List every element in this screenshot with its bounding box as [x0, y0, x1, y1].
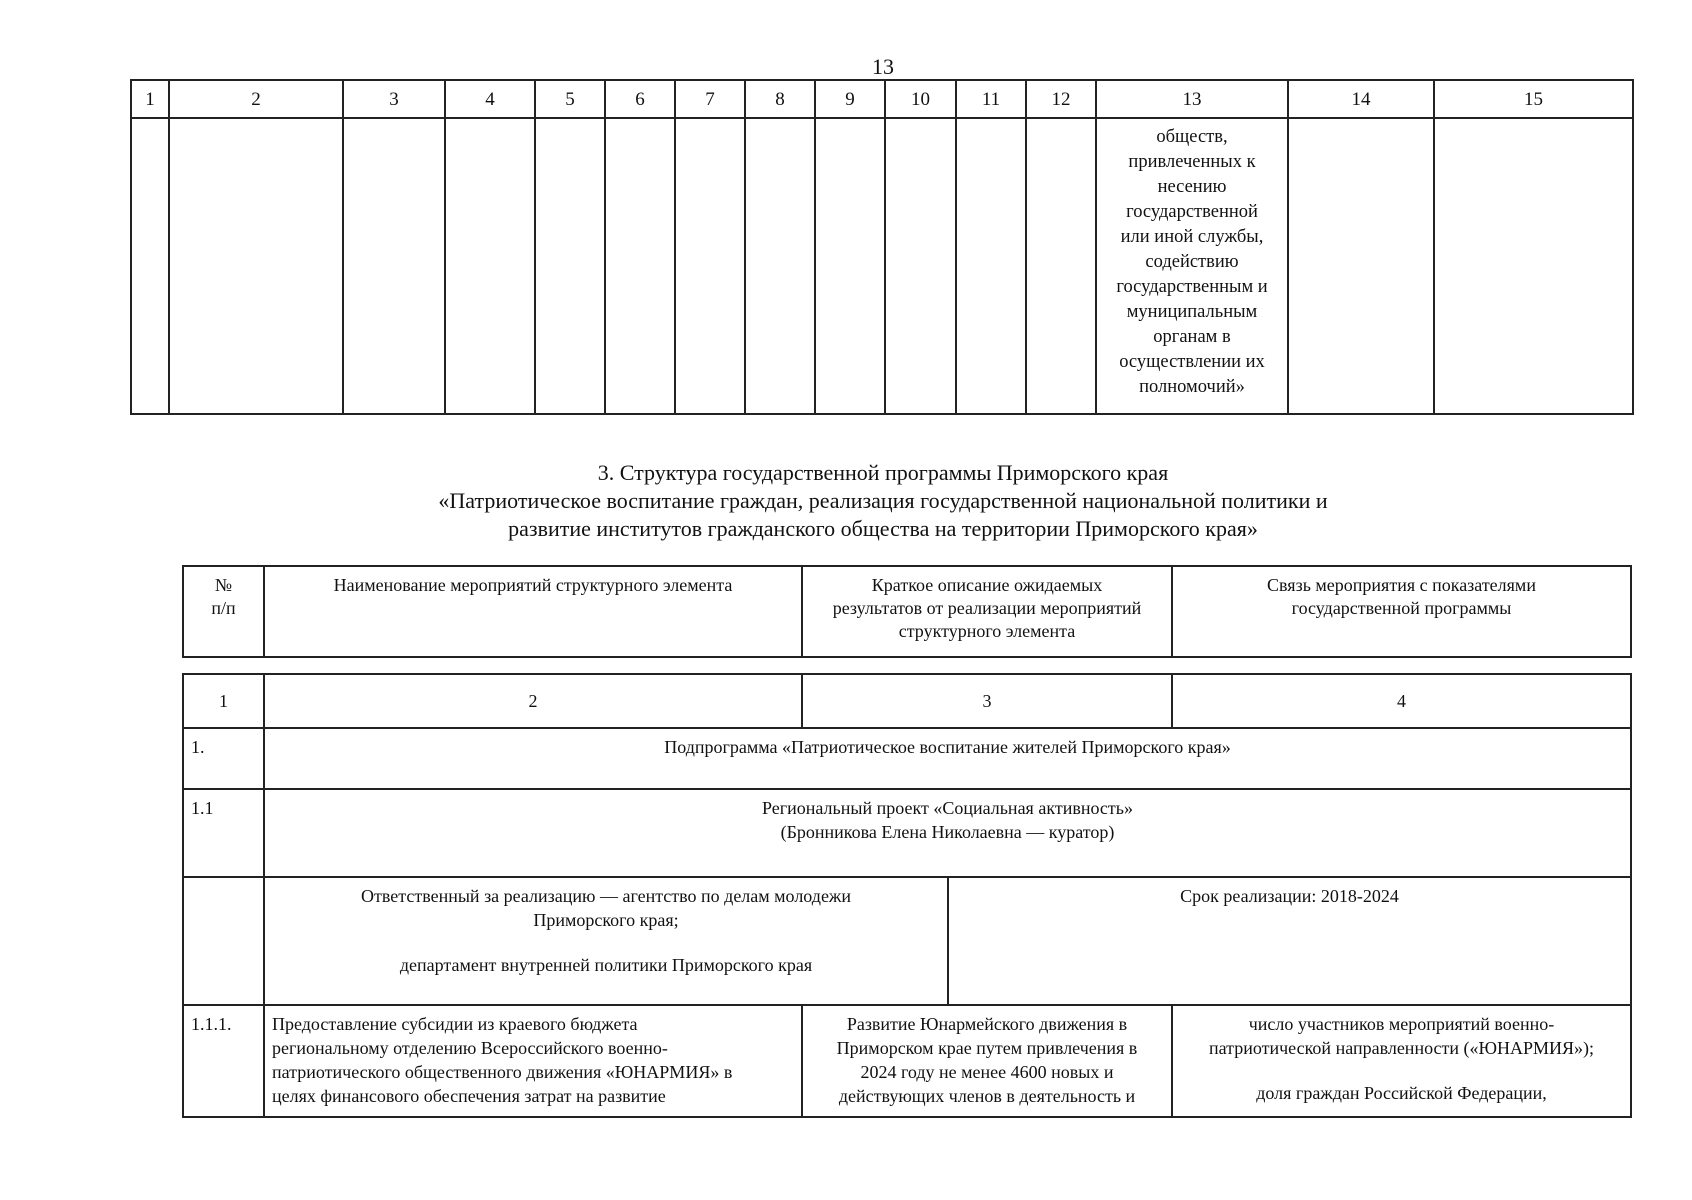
column-number: 1 — [183, 674, 264, 728]
table-cell — [885, 118, 956, 414]
term-cell: Срок реализации: 2018-2024 — [948, 877, 1631, 1005]
number-header — [183, 566, 264, 657]
text-line: действующих членов в деятельность и — [838, 1086, 1136, 1106]
empty-cell — [183, 877, 264, 1005]
col13-text-cell — [1096, 118, 1288, 414]
item-number: 1.1.1. — [183, 1005, 264, 1117]
text-line: целях финансового обеспечения затрат на развитие — [272, 1086, 666, 1106]
section-title-line: 3. Структура государственной программы Приморского края — [597, 460, 1169, 485]
column-number: 2 — [264, 674, 802, 728]
header-line: № — [214, 575, 233, 595]
column-number-row — [183, 674, 1631, 728]
header-line: Связь мероприятия с показателями — [1267, 575, 1536, 595]
item-row — [183, 1005, 1631, 1117]
section-title-line: «Патриотическое воспитание граждан, реализация государственной национальной политики и — [438, 488, 1328, 513]
project-row — [183, 789, 1631, 877]
project-title — [264, 789, 1631, 877]
header-cell: 12 — [1026, 80, 1096, 118]
text-line: обществ, — [1156, 127, 1228, 147]
subprogram-title: Подпрограмма «Патриотическое воспитание жителей Приморского края» — [264, 728, 1631, 789]
table-cell — [1434, 118, 1633, 414]
subprogram-row — [183, 728, 1631, 789]
text-line: содействию — [1145, 252, 1239, 272]
project-number: 1.1 — [183, 789, 264, 877]
header-cell: 9 — [815, 80, 885, 118]
section-title-line: развитие институтов гражданского общества на территории Приморского края» — [508, 516, 1258, 541]
item-indicators — [1172, 1005, 1631, 1117]
text-line: привлеченных к — [1128, 152, 1256, 172]
header-line: государственной программы — [1291, 598, 1512, 618]
text-line: несению — [1157, 177, 1227, 197]
header-cell: 15 — [1434, 80, 1633, 118]
header-line: структурного элемента — [898, 621, 1076, 641]
responsible-line: департамент внутренней политики Приморского края — [399, 955, 813, 975]
table-cell — [131, 118, 169, 414]
header-cell: 5 — [535, 80, 605, 118]
table-cell — [675, 118, 745, 414]
text-line: государственной — [1126, 202, 1258, 222]
header-line: п/п — [211, 598, 236, 618]
table-cell — [815, 118, 885, 414]
responsible-cell — [264, 877, 948, 1005]
table-cell — [956, 118, 1026, 414]
description-header — [802, 566, 1172, 657]
header-cell: 8 — [745, 80, 815, 118]
text-line: патриотического общественного движения «ЮНАРМИЯ» в — [272, 1062, 733, 1082]
table-cell — [169, 118, 343, 414]
header-cell: 14 — [1288, 80, 1434, 118]
header-cell: 13 — [1096, 80, 1288, 118]
text-line: патриотической направленности («ЮНАРМИЯ»); — [1208, 1038, 1595, 1058]
structure-header-table — [182, 565, 1632, 658]
structure-body-table — [182, 673, 1632, 1118]
text-line: доля граждан Российской Федерации, — [1256, 1083, 1547, 1103]
header-cell: 11 — [956, 80, 1026, 118]
responsible-row — [183, 877, 1631, 1005]
header-line: результатов от реализации мероприятий — [832, 598, 1142, 618]
table-cell — [343, 118, 445, 414]
item-result — [802, 1005, 1172, 1117]
table-cell — [1288, 118, 1434, 414]
header-cell: 2 — [169, 80, 343, 118]
header-cell: 1 — [131, 80, 169, 118]
table-cell — [605, 118, 675, 414]
body-row — [131, 118, 1633, 414]
project-curator-line: (Бронникова Елена Николаевна — куратор) — [780, 822, 1115, 842]
text-line: 2024 году не менее 4600 новых и — [860, 1062, 1114, 1082]
header-row — [131, 80, 1633, 118]
text-line: Предоставление субсидии из краевого бюджета — [272, 1014, 638, 1034]
project-title-line: Региональный проект «Социальная активность» — [762, 798, 1133, 818]
header-row — [183, 566, 1631, 657]
table-cell — [1026, 118, 1096, 414]
text-line: или иной службы, — [1120, 227, 1264, 247]
text-line: органам в — [1153, 327, 1231, 347]
header-cell: 10 — [885, 80, 956, 118]
text-line: государственным и — [1116, 277, 1268, 297]
text-line: осуществлении их — [1119, 352, 1265, 372]
text-line: муниципальным — [1126, 302, 1258, 322]
table-cell — [445, 118, 535, 414]
header-cell: 6 — [605, 80, 675, 118]
continuation-table — [130, 79, 1634, 415]
responsible-line: Приморского края; — [533, 910, 679, 930]
column-number: 3 — [802, 674, 1172, 728]
header-cell: 7 — [675, 80, 745, 118]
subprogram-number: 1. — [183, 728, 264, 789]
header-line: Краткое описание ожидаемых — [871, 575, 1103, 595]
text-line: Развитие Юнармейского движения в — [846, 1014, 1128, 1034]
header-line: Наименование мероприятий структурного элемента — [333, 575, 733, 595]
name-header — [264, 566, 802, 657]
responsible-line: Ответственный за реализацию — агентство по делам молодежи — [361, 886, 851, 906]
header-cell: 4 — [445, 80, 535, 118]
text-line: региональному отделению Всероссийского военно- — [272, 1038, 668, 1058]
text-line: число участников мероприятий военно- — [1248, 1014, 1555, 1034]
indicators-header — [1172, 566, 1631, 657]
column-number: 4 — [1172, 674, 1631, 728]
item-name — [264, 1005, 802, 1117]
header-cell: 3 — [343, 80, 445, 118]
text-line: Приморском крае путем привлечения в — [836, 1038, 1138, 1058]
text-line: полномочий» — [1139, 377, 1245, 397]
table-cell — [535, 118, 605, 414]
table-cell — [745, 118, 815, 414]
page-number: 13 — [872, 54, 894, 79]
section-title — [0, 459, 1692, 543]
